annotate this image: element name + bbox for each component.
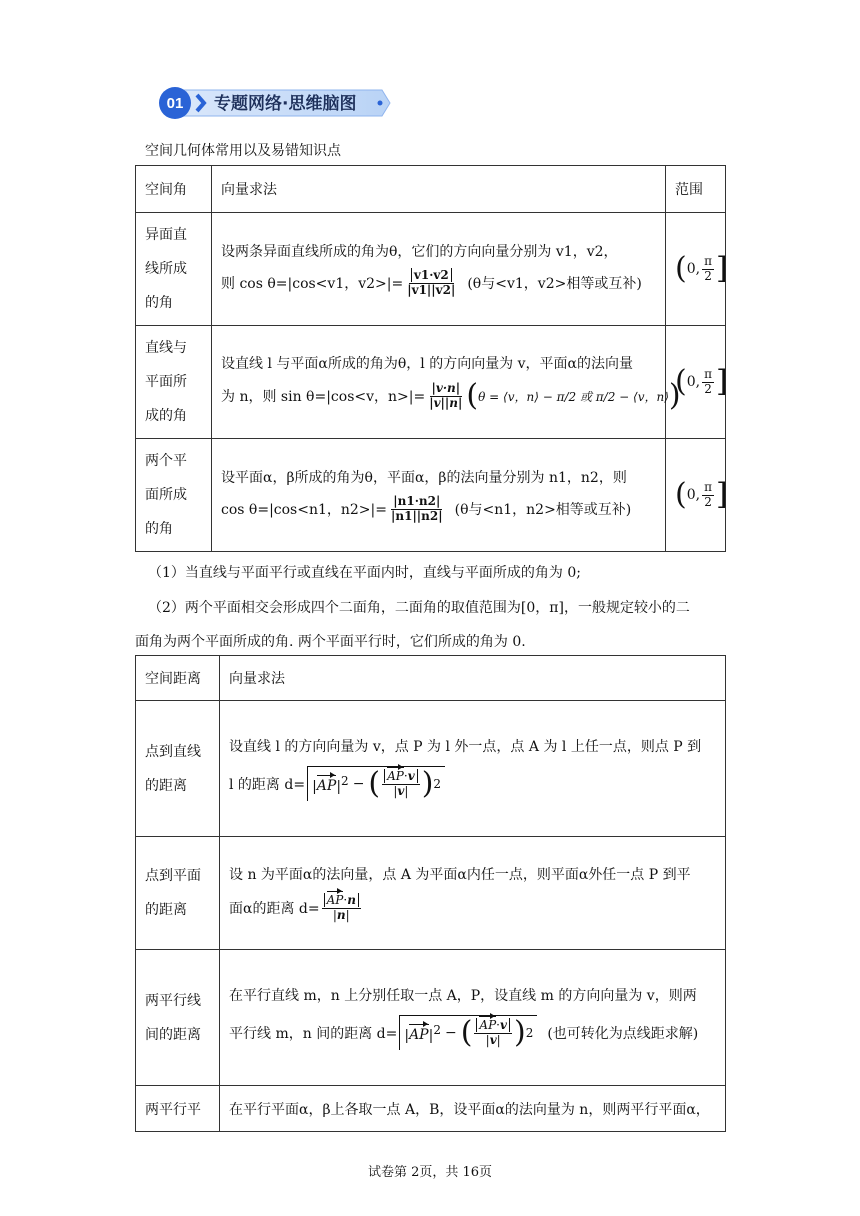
section-subtitle: 空间几何体常用以及易错知识点 — [145, 143, 341, 159]
formula-cell: 在平行平面α，β上各取一点 A，B，设平面α的法向量为 n，则两平行平面α， — [220, 1086, 726, 1132]
note-1: （1）当直线与平面平行或直线在平面内时，直线与平面所成的角为 0; — [148, 565, 581, 581]
note-2: （2）两个平面相交会形成四个二面角，二面角的取值范围为[0，π]，一般规定较小的二 — [148, 600, 690, 616]
row-label: 点到直线 的距离 — [136, 701, 220, 837]
row-label: 两平行线 间的距离 — [136, 950, 220, 1086]
sqrt-formula: $|AP|^2$ − ( $\frac{AP\cdot v}{|v|}$ ) 2 — [399, 1015, 537, 1050]
row-label: 直线与 平面所 成的角 — [136, 326, 212, 439]
row-label: 异面直 线所成 的角 — [136, 213, 212, 326]
angle-table — [135, 165, 726, 552]
row-label: 两个平 面所成 的角 — [136, 439, 212, 552]
formula-cell: 设直线 l 的方向向量为 v，点 P 为 l 外一点，点 A 为 l 上任一点，则点 P 到 l 的距离 d= $|AP|^2$ − ( $\frac{AP\cdot v}{|v|}$ ) 2 — [220, 701, 726, 837]
range-cell: ( 0, $\frac{\pi}{2}$ ] — [666, 326, 726, 439]
table-row — [136, 326, 726, 439]
formula-cell: 设平面α，β所成的角为θ，平面α，β的法向量分别为 n1，n2，则 cos θ=|cos<n1，n2>|= $\frac{|n1\cdot n2|}{|n1||n2|}$ (θ与<n1，n2>相等或互补) — [212, 439, 666, 552]
formula-cell: 设 n 为平面α的法向量，点 A 为平面α内任一点，则平面α外任一点 P 到平 面α的距离 d= $\frac{AP\cdot n}{|n|}$ — [220, 837, 726, 950]
range-cell: ( 0, $\frac{\pi}{2}$ ] — [666, 439, 726, 552]
table-row — [136, 1086, 726, 1132]
table-row — [136, 213, 726, 326]
section-title: 专题网络·思维脑图 — [214, 94, 357, 114]
section-number: 01 — [166, 95, 184, 112]
header-cell: 范围 — [666, 166, 726, 213]
formula-cell: 设直线 l 与平面α所成的角为θ，l 的方向向量为 v，平面α的法向量 为 n，则 sin θ=|cos<v，n>|= $\frac{|v\cdot n|}{|v||n|}$ ( θ = ⟨v，n⟩ − π/2 或 π/2 − ⟨v，n⟩ ) — [212, 326, 666, 439]
header-cell: 向量求法 — [212, 166, 666, 213]
header-cell: 空间角 — [136, 166, 212, 213]
table-row — [136, 701, 726, 837]
header-cell: 空间距离 — [136, 656, 220, 701]
range-cell: ( 0, $\frac{\pi}{2}$ ] — [666, 213, 726, 326]
table-row — [136, 950, 726, 1086]
section-banner — [158, 86, 392, 120]
page-footer: 试卷第 2页，共 16页 — [367, 1165, 493, 1180]
formula-cell: 设两条异面直线所成的角为θ，它们的方向向量分别为 v1，v2， 则 cos θ=|cos<v1，v2>|= $\frac{v1\cdot v2}{|v1||v2|}$ (θ与<v1，v2>相等或互补) — [212, 213, 666, 326]
sqrt-formula: $|AP|^2$ − ( $\frac{AP\cdot v}{|v|}$ ) 2 — [307, 766, 445, 801]
table-header-row — [136, 656, 726, 701]
formula-cell: 在平行直线 m，n 上分别任取一点 A，P，设直线 m 的方向向量为 v，则两 平行线 m，n 间的距离 d= $|AP|^2$ − ( $\frac{AP\cdot v}{|v|}$ ) 2 (也可转化为点线距求解) — [220, 950, 726, 1086]
table-row — [136, 837, 726, 950]
note-3: 面角为两个平面所成的角. 两个平面平行时，它们所成的角为 0. — [135, 634, 526, 650]
table-row — [136, 439, 726, 552]
row-label: 点到平面 的距离 — [136, 837, 220, 950]
header-cell: 向量求法 — [220, 656, 726, 701]
row-label: 两平行平 — [136, 1086, 220, 1132]
distance-table — [135, 655, 726, 1132]
table-header-row — [136, 166, 726, 213]
